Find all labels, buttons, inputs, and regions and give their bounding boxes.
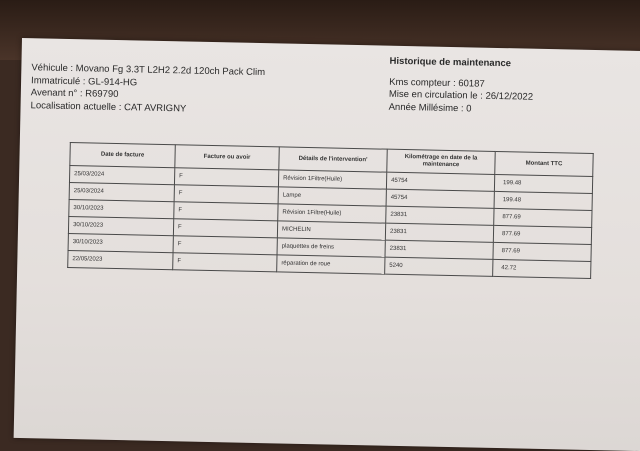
cell-mileage: 23831 [385, 223, 493, 242]
cell-type: F [173, 253, 277, 272]
document-title: Historique de maintenance [389, 55, 512, 70]
header-mileage: Kilométrage en date de la maintenance [387, 149, 495, 174]
cell-amount: 877.69 [493, 225, 591, 244]
maintenance-table [67, 142, 594, 279]
cell-details: MICHELIN [277, 221, 385, 240]
cell-date: 25/03/2024 [69, 166, 174, 185]
cell-amount: 199.48 [494, 191, 592, 210]
cell-amount: 199.48 [494, 174, 592, 193]
cell-amount: 877.69 [493, 242, 591, 261]
registration-date: Mise en circulation le : 26/12/2022 [388, 88, 534, 103]
cell-date: 30/10/2023 [68, 234, 173, 253]
current-location: Localisation actuelle : CAT AVRIGNY [30, 99, 187, 114]
cell-details: réparation de roue [277, 255, 385, 274]
cell-date: 25/03/2024 [69, 183, 174, 202]
header-invoice-date: Date de facture [70, 143, 175, 168]
cell-details: Révision 1Filtre(Huile) [278, 170, 386, 189]
cell-type: F [173, 236, 277, 255]
header-invoice-type: Facture ou avoir [175, 145, 279, 170]
maintenance-summary [388, 56, 533, 117]
header-intervention-details: Détails de l'intervention' [279, 147, 387, 172]
cell-date: 22/05/2023 [68, 251, 173, 270]
odometer-reading: Kms compteur : 60187 [389, 76, 485, 90]
cell-type: F [174, 202, 278, 221]
vehicle-plate: Immatriculé : GL-914-HG [31, 74, 138, 88]
vehicle-model: Véhicule : Movano Fg 3.3T L2H2 2.2d 120ch Pack Clim [31, 62, 266, 79]
cell-date: 30/10/2023 [68, 217, 173, 236]
contract-amendment: Avenant n° : R69790 [30, 87, 119, 101]
cell-mileage: 45754 [386, 172, 494, 191]
cell-amount: 877.69 [494, 208, 592, 227]
cell-date: 30/10/2023 [69, 200, 174, 219]
cell-mileage: 45754 [386, 189, 494, 208]
cell-amount: 42.72 [493, 259, 591, 278]
cell-details: Lampe [278, 187, 386, 206]
cell-type: F [173, 219, 277, 238]
cell-details: Révision 1Filtre(Huile) [278, 204, 386, 223]
cell-mileage: 23831 [385, 240, 493, 259]
cell-type: F [174, 168, 278, 187]
model-year: Année Millésime : 0 [388, 101, 472, 114]
header-amount: Montant TTC [495, 151, 593, 176]
cell-type: F [174, 185, 278, 204]
cell-mileage: 23831 [386, 206, 494, 225]
vehicle-info [30, 62, 265, 117]
cell-details: plaquettes de freins [277, 238, 385, 257]
maintenance-document [14, 38, 640, 451]
cell-mileage: 5240 [385, 257, 493, 276]
